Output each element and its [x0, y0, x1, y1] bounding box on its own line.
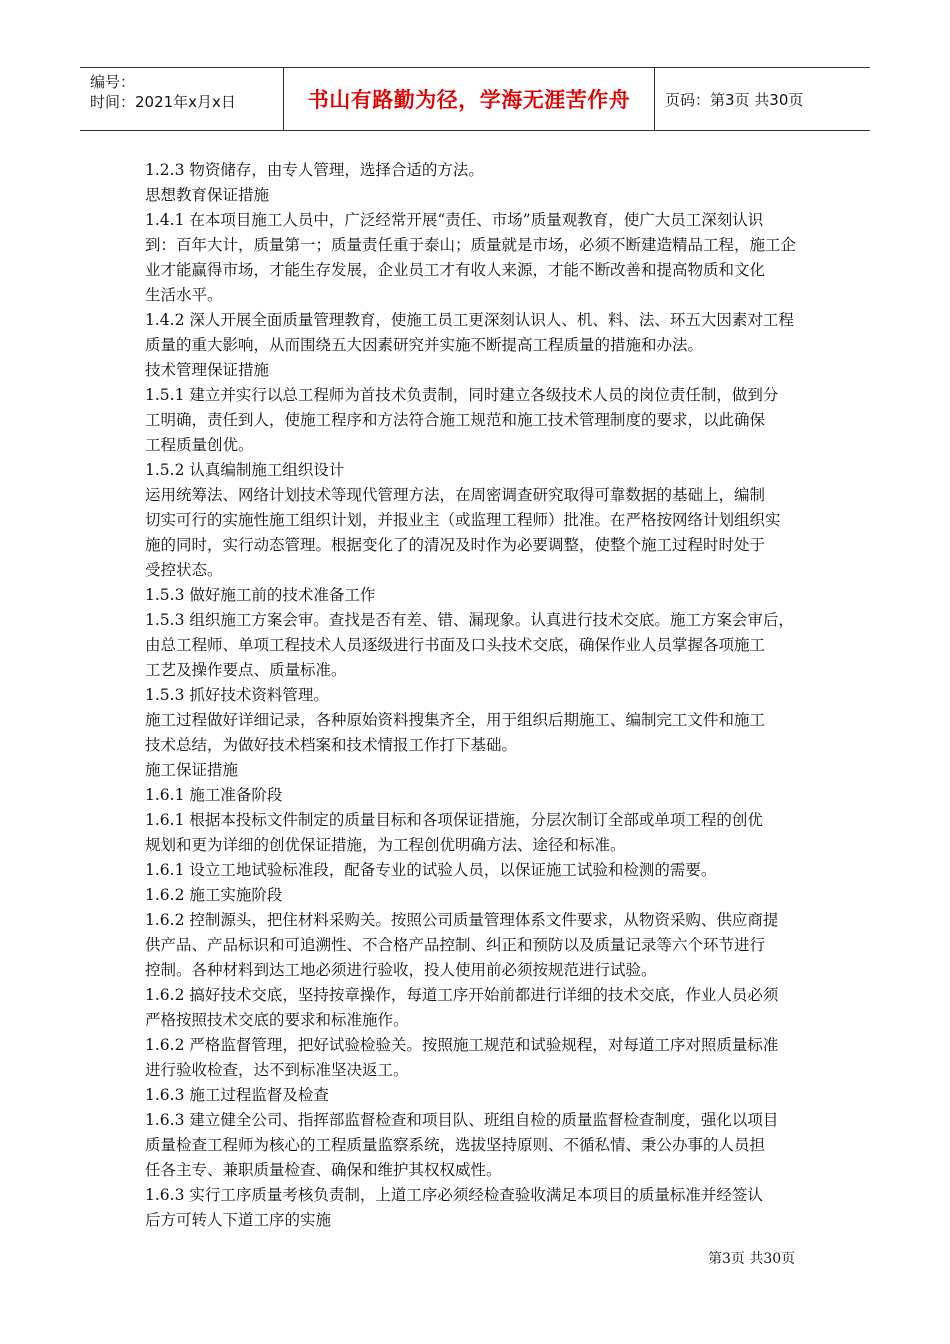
text-line: 施工保证措施: [145, 761, 239, 779]
text-line: 施的同时，实行动态管理。根据变化了的清况及时作为必要调整，使整个施工过程时时处于: [145, 536, 766, 554]
header-motto: 书山有路勤为径，学海无涯苦作舟: [283, 68, 655, 130]
text-line: 思想教育保证措施: [145, 186, 270, 204]
text-line: 1.6.3 实行工序质量考核负责制，上道工序必须经检查验收满足本项目的质量标准并经签认: [145, 1186, 763, 1204]
text-line: 1.6.2 控制源头，把住材料采购关。按照公司质量管理体系文件要求，从物资采购、供应商提: [145, 911, 779, 929]
text-line: 1.5.1 建立并实行以总工程师为首技术负责制，同时建立各级技术人员的岗位责任制，做到分: [145, 386, 779, 404]
text-line: 1.6.3 施工过程监督及检查: [145, 1086, 329, 1104]
text-line: 1.6.2 搞好技术交底，坚持按章操作，每道工序开始前都进行详细的技术交底，作业人员必须: [145, 986, 779, 1004]
text-line: 1.6.3 建立健全公司、指挥部监督检查和项目队、班组自检的质量监督检查制度，强化以项目: [145, 1111, 779, 1129]
text-line: 1.5.2 认真编制施工组织设计: [145, 461, 345, 479]
text-line: 切实可行的实施性施工组织计划，并报业主（或监理工程师）批准。在严格按网络计划组织实: [145, 511, 781, 529]
document-body: [145, 158, 809, 1233]
text-line: 到：百年大计，质量第一；质量责任重于泰山；质量就是市场，必须不断建造精品工程，施工企: [145, 236, 797, 254]
text-line: 工程质量创优。: [145, 436, 254, 454]
text-line: 1.6.2 严格监督管理，把好试验检验关。按照施工规范和试验规程，对每道工序对照质量标准: [145, 1036, 779, 1054]
text-line: 质量检查工程师为核心的工程质量监察系统，选拔坚持原则、不循私情、秉公办事的人员担: [145, 1136, 766, 1154]
text-line: 1.5.3 做好施工前的技术准备工作: [145, 586, 376, 604]
text-line: 1.2.3 物资储存，由专人管理，选择合适的方法。: [145, 161, 484, 179]
text-line: 工明确，责任到人，使施工程序和方法符合施工规范和施工技术管理制度的要求，以此确保: [145, 411, 766, 429]
text-line: 规划和更为详细的创优保证措施，为工程创优明确方法、途径和标准。: [145, 836, 626, 854]
text-line: 任各主专、兼职质量检查、确保和维护其权权威性。: [145, 1161, 502, 1179]
text-line: 1.6.1 施工准备阶段: [145, 786, 283, 804]
text-line: 严格按照技术交底的要求和标准施作。: [145, 1011, 409, 1029]
text-line: 进行验收检查，达不到标准坚决返工。: [145, 1061, 409, 1079]
text-line: 施工过程做好详细记录，各种原始资料搜集齐全，用于组织后期施工、编制完工文件和施工: [145, 711, 766, 729]
text-line: 由总工程师、单项工程技术人员逐级进行书面及口头技术交底，确保作业人员掌握各项施工: [145, 636, 766, 654]
page-header: [80, 67, 870, 131]
text-line: 业才能赢得市场，才能生存发展，企业员工才有收人来源，才能不断改善和提高物质和文化: [145, 261, 766, 279]
document-number-label: 编号：: [90, 73, 136, 91]
text-line: 技术管理保证措施: [145, 361, 270, 379]
text-line: 1.5.3 抓好技术资料管理。: [145, 686, 329, 704]
text-line: 生活水平。: [145, 286, 223, 304]
text-line: 工艺及操作要点、质量标准。: [145, 661, 347, 679]
text-line: 供产品、产品标识和可追溯性、不合格产品控制、纠正和预防以及质量记录等六个环节进行: [145, 936, 766, 954]
document-time-label: 时间：2021年x月x日: [90, 93, 236, 111]
header-page-number: 页码：第3页 共30页: [665, 90, 804, 109]
text-line: 1.4.1 在本项目施工人员中，广泛经常开展“责任、市场”质量观教育，使广大员工深刻认识: [145, 211, 764, 229]
text-line: 1.6.1 设立工地试验标准段，配备专业的试验人员，以保证施工试验和检测的需要。: [145, 861, 717, 879]
text-line: 1.6.1 根据本投标文件制定的质量目标和各项保证措施，分层次制订全部或单项工程的创优: [145, 811, 763, 829]
text-line: 控制。各种材料到达工地必须进行验收，投人使用前必须按规范进行试验。: [145, 961, 657, 979]
text-line: 技术总结，为做好技术档案和技术情报工作打下基础。: [145, 736, 518, 754]
text-line: 1.5.3 组织施工方案会审。查找是否有差、错、漏现象。认真进行技术交底。施工方案会审后，: [145, 611, 794, 629]
text-line: 1.6.2 施工实施阶段: [145, 886, 283, 904]
page-footer: 第3页 共30页: [708, 1251, 796, 1267]
text-line: 运用统筹法、网络计划技术等现代管理方法，在周密调查研究取得可靠数据的基础上，编制: [145, 486, 766, 504]
header-left-cell: [80, 68, 283, 130]
text-line: 后方可转人下道工序的实施: [145, 1211, 332, 1229]
text-line: 受控状态。: [145, 561, 223, 579]
text-line: 1.4.2 深人开展全面质量管理教育，使施工员工更深刻认识人、机、料、法、环五大因素对工程: [145, 311, 794, 329]
text-line: 质量的重大影响，从而围绕五大因素研究并实施不断提高工程质量的措施和办法。: [145, 336, 704, 354]
